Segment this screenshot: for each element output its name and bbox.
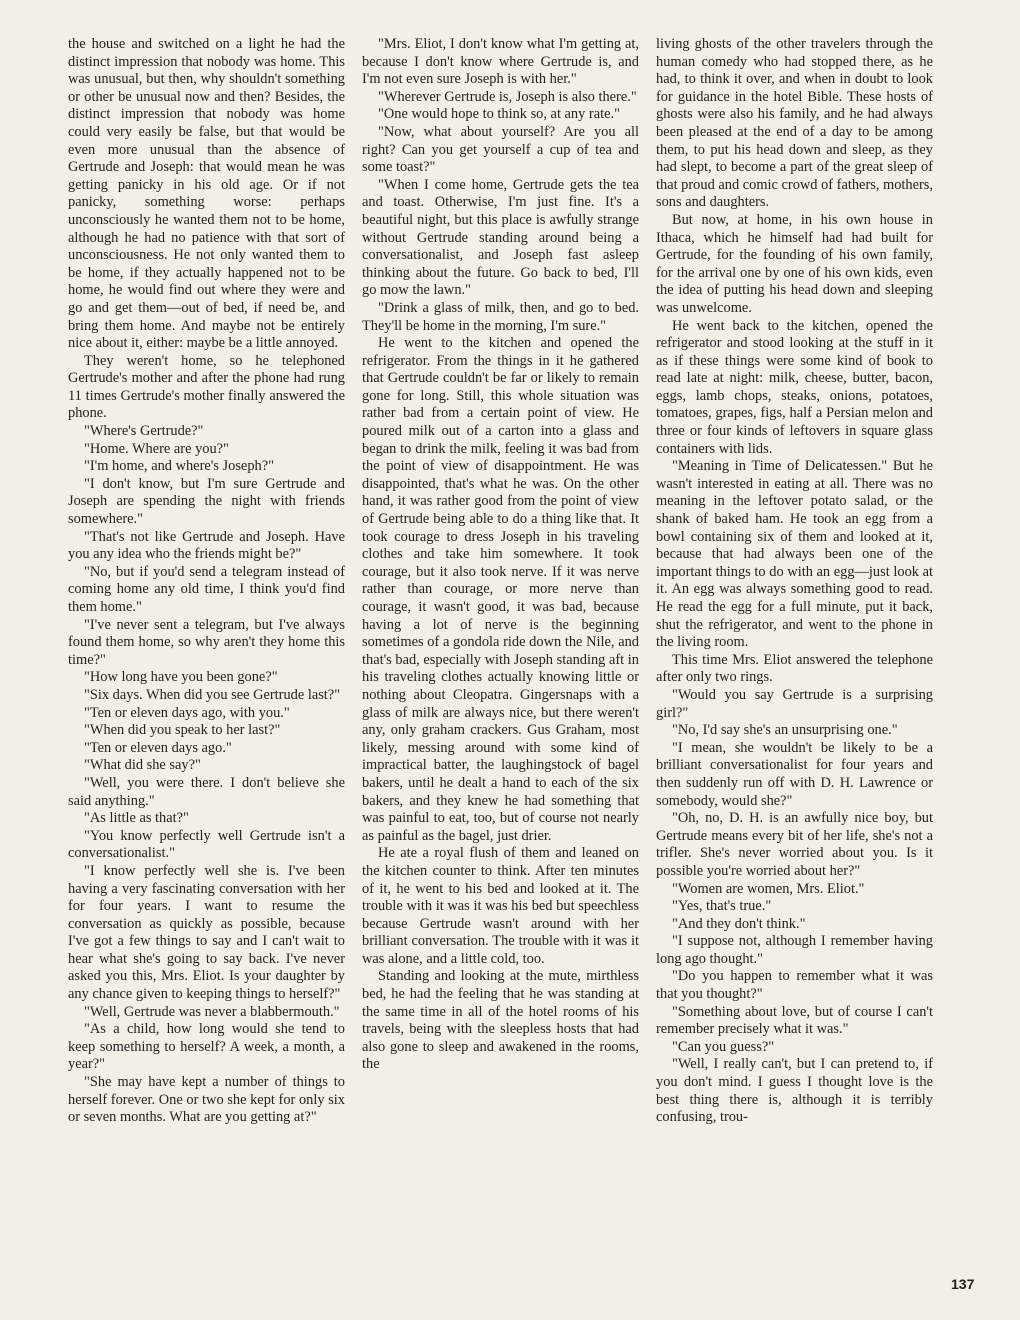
paragraph: "Women are women, Mrs. Eliot." [672,880,865,897]
paragraph: "When I come home, Gertrude gets the tea and toast. Otherwise, I'm just fine. It's a beautiful night, but this place is awfully strange without Gertrude standing around being a conversationalist, and Joseph fast asleep thinking about the future. Go back to bed, I'll go mow the lawn." [362,176,639,299]
paragraph: living ghosts of the other travelers through the human comedy who had stopped there, as he had, to think it over, and when in doubt to look for guidance in the hotel Bible. These hosts of ghosts were also his family, and he had always been pleased at the end of a day to be among them, to put his head down and sleep, as they had slept, to become a part of the great sleep of that proud and comic crowd of fathers, mothers, sons and daughters. [656,36,933,211]
paragraph: "How long have you been gone?" [84,669,278,686]
paragraph: "Ten or eleven days ago, with you." [84,704,290,721]
paragraph: "Drink a glass of milk, then, and go to bed. They'll be home in the morning, I'm sure." [362,299,639,334]
paragraph: "That's not like Gertrude and Joseph. Have you any idea who the friends might be?" [68,528,345,563]
paragraph: "I mean, she wouldn't be likely to be a brilliant conversationalist for four years and then suddenly run off with D. H. Lawrence or somebody, would she?" [656,739,933,809]
paragraph: "No, but if you'd send a telegram instead of coming home any old time, I think you'd find them home." [68,563,345,615]
paragraph: "Something about love, but of course I can't remember precisely what it was." [656,1003,933,1038]
paragraph: Standing and looking at the mute, mirthless bed, he had the feeling that he was standing at the same time in all of the hotel rooms of his travels, being with the sleepless hosts that had also gone to sleep and awakened in the rooms, the [362,968,639,1073]
paragraph: "You know perfectly well Gertrude isn't a conversationalist." [68,827,345,862]
paragraph: "One would hope to think so, at any rate." [378,106,620,123]
paragraph: "Wherever Gertrude is, Joseph is also there." [378,88,637,105]
text-column-left [68,36,345,1127]
text-column-right [656,36,933,1127]
paragraph: "Ten or eleven days ago." [84,739,232,756]
paragraph: He ate a royal flush of them and leaned on the kitchen counter to think. After ten minutes of it, he went to his bed and looked at it. The trouble with it was it was his bed but speechless because Gertrude wasn't around with her brilliant conversation. The trouble with it was it was alone, and a little cold, too. [362,845,639,967]
paragraph: "Where's Gertrude?" [84,423,204,440]
paragraph: "Now, what about yourself? Are you all right? Can you get yourself a cup of tea and some toast?" [362,123,639,176]
paragraph: "Would you say Gertrude is a surprising girl?" [656,686,933,721]
paragraph: "And they don't think." [672,915,806,932]
paragraph: "Well, Gertrude was never a blabbermouth." [84,1003,340,1020]
paragraph: But now, at home, in his own house in Ithaca, which he himself had had built for Gertrude, for the founding of his own family, for the arrival one by one of his own kids, even the idea of putting his head down and sleeping was unwelcome. [656,211,933,316]
paragraph: "Oh, no, D. H. is an awfully nice boy, but Gertrude means every bit of her life, she's not a trifler. She's never worried about you. Is it possible you're worried about her?" [656,810,933,879]
paragraph: "I've never sent a telegram, but I've always found them home, so why aren't they home this time?" [68,616,345,668]
paragraph: "When did you speak to her last?" [84,722,281,739]
paragraph: the house and switched on a light he had the distinct impression that nobody was home. This was unusual, but then, why shouldn't something or other be unusual now and then? Besides, the distinct impression that nobody was home could very easily be false, but that would be even more unusual than the absence of Gertrude and Joseph: that would mean he was getting panicky in his old age. Or if not panicky, something worse: perhaps unconsciously he wanted them not to be home, although he had no patience with that sort of unconsciousness. He not only wanted them to be home, if they actually happened not to be home, he would find out where they were and go and get them—out of bed, if need be, and bring them home. And maybe not be entirely nice about it, either: maybe be a little annoyed. [68,36,345,352]
paragraph: "No, I'd say she's an unsurprising one." [672,722,898,739]
paragraph: "I don't know, but I'm sure Gertrude and Joseph are spending the night with friends somewhere." [68,475,345,528]
paragraph: He went to the kitchen and opened the refrigerator. From the things in it he gathered that Gertrude couldn't be far or likely to remain gone for long. Still, this whole situation was rather bad from a certain point of view. He poured milk out of a carton into a glass and began to drink the milk, feeling it was bad from the point of view of disappointment. He was disappointed, that's what he was. On the other hand, it was rather good from the point of view of Gertrude being able to do a thing like that. It took courage to dress Joseph in his traveling clothes and take him somewhere. It took courage, but it also took nerve. If it was nerve rather than courage, or more nerve than courage, it wasn't good, it was bad, because having a lot of nerve is the beginning sometimes of a gondola ride down the Nile, and that's bad, especially with Joseph standing aft in his traveling clothes actually knowing little or nothing about Cleopatra. Gingersnaps with a glass of milk are always nice, but there weren't any, only graham crackers. Gus Graham, most likely, messing around with some kind of impractical batter, the laughingstock of bagel bakers, until he dealt a hand to each of the six bakers, and they knew he had something that was painful to eat, too, but of course not nearly as painful as the bagel, just drier. [362,335,639,844]
paragraph: "Yes, that's true." [672,898,772,915]
paragraph: "Home. Where are you?" [84,440,229,457]
paragraph: He went back to the kitchen, opened the refrigerator and stood looking at the stuff in it as if these things were some kind of book to read late at night: milk, cheese, butter, bacon, eggs, lamb chops, steaks, onions, potatoes, tomatoes, grapes, figs, half a Persian melon and three or four kinds of leftovers in square glass containers with lids. [656,317,933,457]
paragraph: "She may have kept a number of things to herself forever. One or two she kept for only six or seven months. What are you getting at?" [68,1074,345,1126]
paragraph: "Well, I really can't, but I can pretend to, if you don't mind. I guess I thought love is the best thing there is, although it is terribly confusing, trou- [656,1056,933,1126]
paragraph: "Mrs. Eliot, I don't know what I'm getting at, because I don't know where Gertrude is, and I'm not even sure Joseph is with her." [362,36,639,88]
paragraph: "I'm home, and where's Joseph?" [84,458,274,475]
paragraph: "What did she say?" [84,757,201,774]
paragraph: "I suppose not, although I remember having long ago thought." [656,933,933,967]
paragraph: "Six days. When did you see Gertrude last?" [84,686,341,703]
paragraph: "Can you guess?" [672,1038,775,1055]
paragraph: "As little as that?" [84,810,189,827]
paragraph: "I know perfectly well she is. I've been having a very fascinating conversation with her for four years. I want to resume the conversation as quickly as possible, because I've got a few things to say and I can't wait to hear what she's going to say back. I've never asked you this, Mrs. Eliot. Is your daughter by any chance given to keeping things to herself?" [68,862,345,1003]
paragraph: "As a child, how long would she tend to keep something to herself? A week, a month, a year?" [68,1021,345,1073]
paragraph: "Meaning in Time of Delicatessen." But he wasn't interested in eating at all. There was no meaning in the leftover potato salad, or the shank of baked ham. He took an egg from a bowl containing six of them and looked at it, because that had always been one of the important things to do with an egg—just look at it. An egg was always something good to read. He read the egg for a full minute, put it back, shut the refrigerator, and went to the phone in the living room. [656,458,933,651]
paragraph: "Well, you were there. I don't believe she said anything." [68,774,345,809]
paragraph: "Do you happen to remember what it was that you thought?" [656,968,933,1003]
page-number: 137 [951,1276,975,1292]
paragraph: This time Mrs. Eliot answered the telephone after only two rings. [656,651,933,686]
text-column-middle [362,36,639,1074]
paragraph: They weren't home, so he telephoned Gertrude's mother and after the phone had rung 11 times Gertrude's mother finally answered the phone. [68,352,345,422]
